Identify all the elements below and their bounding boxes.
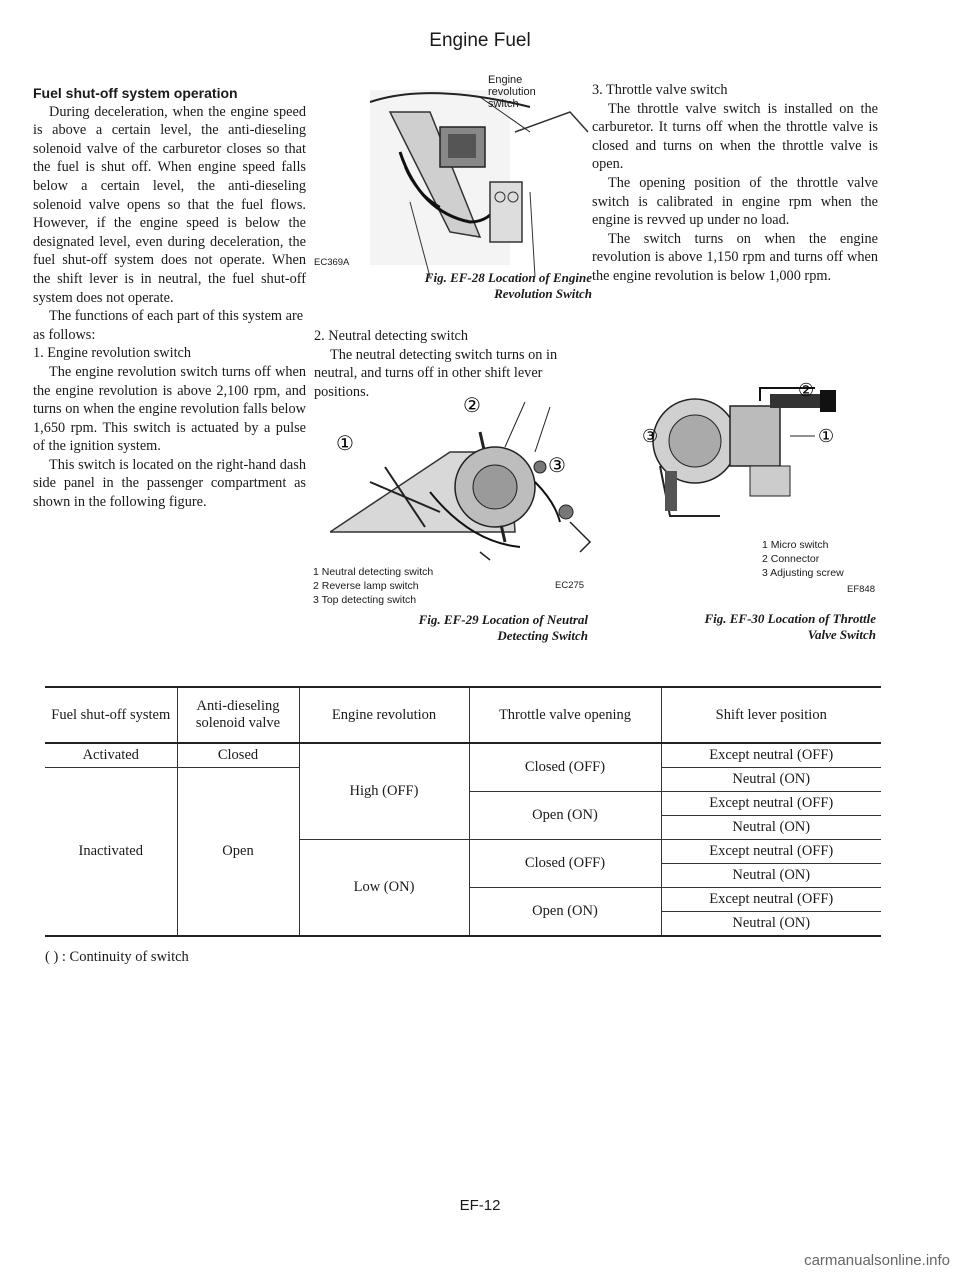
item1-body2: This switch is located on the right-hand dash side panel in the passenger compartment as shown in the following figure. — [33, 456, 306, 511]
fig30-callout-3: ③ — [642, 426, 659, 447]
fuel-shutoff-table — [45, 686, 881, 937]
cell-high-off: High (OFF) — [299, 743, 469, 840]
fig28-caption-line2: Revolution Switch — [494, 286, 592, 301]
item3-title: 3. Throttle valve switch — [592, 82, 728, 98]
cell-open: Open — [177, 768, 299, 937]
fig30-caption-line1: Fig. EF-30 Location of Throttle — [704, 611, 876, 626]
cell-throttle-closed: Closed (OFF) — [469, 840, 661, 888]
item3-body3: The switch turns on when the engine revolution is above 1,150 rpm and turns off when the engine revolution is below 1,000 rpm. — [592, 230, 878, 284]
fig29-callout-3: ③ — [548, 453, 566, 477]
watermark: carmanualsonline.info — [804, 1252, 950, 1269]
item3-body: The throttle valve switch is installed on the carburetor. It turns off when the throttle valve is closed and turns on when the throttle valve is open. — [592, 100, 878, 173]
fig29-caption-line2: Detecting Switch — [497, 628, 588, 643]
item3-body2: The opening position of the throttle valve switch is calibrated in engine rpm when the engine is revved up under no load. — [592, 174, 878, 229]
fig29-callout-2: ② — [463, 393, 481, 417]
functions-paragraph: The functions of each part of this system are as follows: — [33, 308, 304, 343]
header-fuel-shutoff: Fuel shut-off system — [45, 687, 177, 743]
cell-low-on: Low (ON) — [299, 840, 469, 937]
fig29-legend-item: 3 Top detecting switch — [313, 594, 417, 606]
fig30-legend — [762, 538, 882, 580]
fig29-code: EC275 — [555, 580, 585, 591]
table-footnote: ( ) : Continuity of switch — [45, 949, 189, 965]
fig29-caption-line1: Fig. EF-29 Location of Neutral — [418, 612, 588, 627]
item2-body: The neutral detecting switch turns on in neutral, and turns off in other shift lever positions. — [314, 346, 558, 400]
item1-body: The engine revolution switch turns off when the engine revolution is above 2,100 rpm, and turns on when the engine revolution falls below 1,650 rpm. This switch is actuated by a pulse of the ignition system. — [33, 363, 306, 455]
cell-throttle-closed: Closed (OFF) — [469, 743, 661, 792]
intro-paragraph: During deceleration, when the engine speed is above a certain level, the anti-dieseling solenoid valve of the carburetor closes so that the fuel is shut off. When engine speed falls below a certain level, the anti-dieseling solenoid valve opens so that the fuel flows. However, if the engine speed is below the designated level, even during deceleration, the fuel shut-off system does not operate. When the shift lever is in neutral, the fuel shut-off system does not operate. — [33, 103, 306, 306]
header-shift-lever: Shift lever position — [661, 687, 881, 743]
throttle-valve-switch-figure — [640, 376, 880, 526]
cell-inactivated: Inactivated — [45, 768, 177, 937]
middle-column-text — [314, 327, 592, 401]
cell-shift: Except neutral (OFF) — [661, 840, 881, 864]
fig28-caption-line1: Fig. EF-28 Location of Engine — [424, 270, 592, 285]
fig30-code: EF848 — [847, 584, 875, 595]
left-column — [33, 84, 306, 512]
fig30-callout-2: ② — [798, 380, 815, 401]
fig30-caption-line2: Valve Switch — [807, 627, 876, 642]
cell-activated: Activated — [45, 743, 177, 768]
cell-shift: Except neutral (OFF) — [661, 888, 881, 912]
table-header-row — [45, 687, 881, 743]
cell-throttle-open: Open (ON) — [469, 792, 661, 840]
cell-shift: Neutral (ON) — [661, 816, 881, 840]
fig30-legend-item: 3 Adjusting screw — [762, 567, 844, 579]
neutral-detecting-switch-figure — [330, 392, 600, 562]
fig28-code: EC369A — [314, 257, 350, 268]
right-column — [592, 81, 878, 286]
fig28-callout: Engine revolution switch — [488, 74, 536, 110]
fig30-caption — [640, 611, 876, 643]
cell-shift: Neutral (ON) — [661, 912, 881, 937]
header-engine-revolution: Engine revolution — [299, 687, 469, 743]
item2-title: 2. Neutral detecting switch — [314, 328, 469, 344]
fig29-legend-item: 2 Reverse lamp switch — [313, 580, 419, 592]
cell-shift: Neutral (ON) — [661, 864, 881, 888]
header-throttle-opening: Throttle valve opening — [469, 687, 661, 743]
header-solenoid-valve: Anti-dieseling solenoid valve — [177, 687, 299, 743]
fig29-legend-item: 1 Neutral detecting switch — [313, 566, 434, 578]
cell-shift: Neutral (ON) — [661, 768, 881, 792]
cell-throttle-open: Open (ON) — [469, 888, 661, 937]
cell-shift: Except neutral (OFF) — [661, 743, 881, 768]
fig28-caption — [330, 270, 592, 302]
page-number: EF-12 — [459, 1197, 501, 1214]
page-header: Engine Fuel — [429, 30, 531, 51]
fig30-callout-1: ① — [818, 426, 835, 447]
fig29-legend — [313, 565, 513, 607]
section-heading: Fuel shut-off system operation — [33, 85, 238, 101]
fig30-legend-item: 1 Micro switch — [762, 539, 829, 551]
cell-shift: Except neutral (OFF) — [661, 792, 881, 816]
cell-closed: Closed — [177, 743, 299, 768]
fig29-caption — [330, 612, 588, 644]
fig30-legend-item: 2 Connector — [762, 553, 820, 565]
item1-title: 1. Engine revolution switch — [33, 345, 192, 362]
table-row — [45, 743, 881, 768]
fig29-callout-1: ① — [336, 431, 354, 455]
